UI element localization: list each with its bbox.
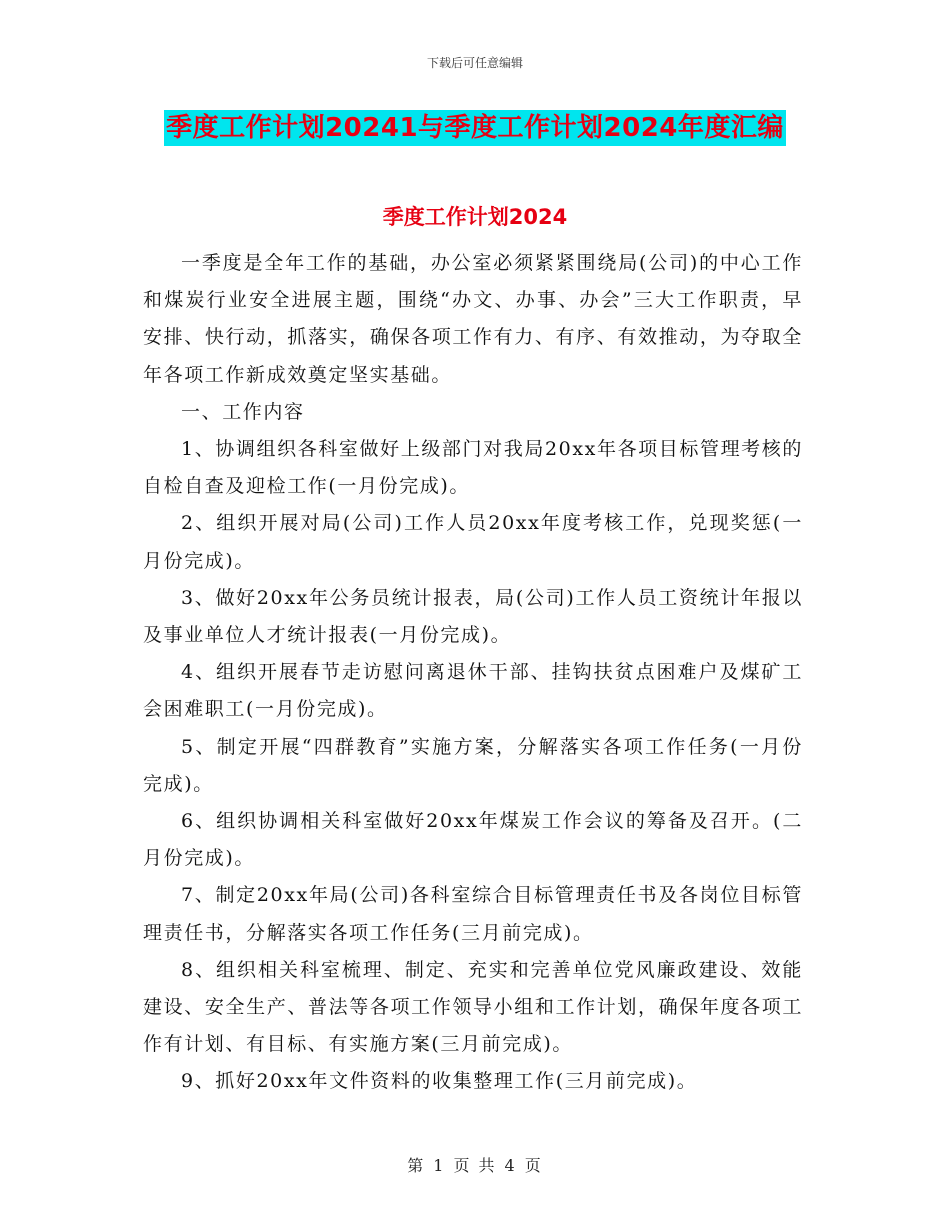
document-body — [143, 245, 803, 1101]
total-pages-number: 4 — [504, 1156, 517, 1175]
intro-paragraph: 一季度是全年工作的基础，办公室必须紧紧围绕局(公司)的中心工作和煤炭行业安全进展主题，围绕“办文、办事、办会”三大工作职责，早安排、快行动，抓落实，确保各项工作有力、有序、有效推动，为夺取全年各项工作新成效奠定坚实基础。 — [143, 252, 803, 386]
document-title-container — [0, 110, 950, 146]
list-item: 9、抓好20xx年文件资料的收集整理工作(三月前完成)。 — [181, 1070, 698, 1093]
list-item: 7、制定20xx年局(公司)各科室综合目标管理责任书及各岗位目标管理责任书，分解落实各项工作任务(三月前完成)。 — [143, 884, 803, 944]
page-label-suffix: 页 — [524, 1156, 543, 1175]
page-footer — [0, 1153, 950, 1176]
list-item: 8、组织相关科室梳理、制定、充实和完善单位党风廉政建设、效能建设、安全生产、普法等各项工作领导小组和工作计划，确保年度各项工作有计划、有目标、有实施方案(三月前完成)。 — [143, 958, 803, 1056]
list-item: 3、做好20xx年公务员统计报表，局(公司)工作人员工资统计年报以及事业单位人才统计报表(一月份完成)。 — [143, 586, 803, 647]
list-item: 4、组织开展春节走访慰问离退休干部、挂钩扶贫点困难户及煤矿工会困难职工(一月份完成)。 — [143, 661, 803, 721]
section-title: 季度工作计划2024 — [382, 205, 568, 229]
current-page-number: 1 — [433, 1156, 446, 1175]
list-item: 6、组织协调相关科室做好20xx年煤炭工作会议的筹备及召开。(二月份完成)。 — [143, 810, 803, 870]
page-label-mid: 页 共 — [453, 1156, 497, 1175]
section-heading-work-content: 一、工作内容 — [181, 400, 305, 423]
list-item: 1、协调组织各科室做好上级部门对我局20xx年各项目标管理考核的自检自查及迎检工作(一月份完成)。 — [143, 438, 803, 498]
list-item: 2、组织开展对局(公司)工作人员20xx年度考核工作，兑现奖惩(一月份完成)。 — [143, 512, 803, 572]
list-item: 5、制定开展“四群教育”实施方案，分解落实各项工作任务(一月份完成)。 — [143, 735, 803, 795]
header-note: 下载后可任意编辑 — [426, 56, 523, 70]
page-label-prefix: 第 — [407, 1156, 426, 1175]
document-title: 季度工作计划20241与季度工作计划2024年度汇编 — [164, 110, 786, 146]
